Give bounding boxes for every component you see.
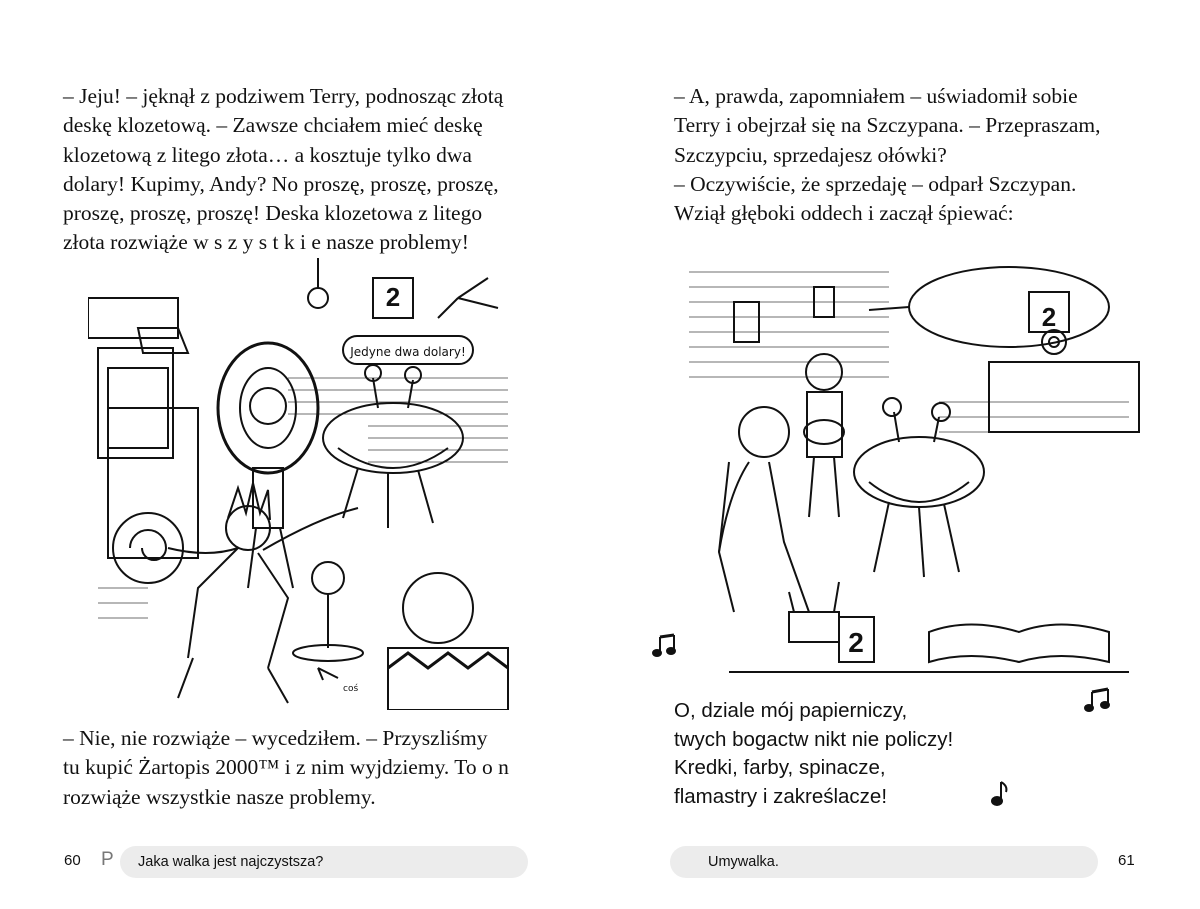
right-page <box>600 0 1200 909</box>
illustration-price-tag: 2 <box>385 282 401 312</box>
illustration-caption: coś <box>343 684 359 694</box>
left-paragraph-bottom: – Nie, nie rozwiąże – wycedziłem. – Przyszliśmy tu kupić Żartopis 2000™ i z nim wyjdziemy. To o n rozwiąże wszystkie nasze problemy. <box>63 726 509 809</box>
footer-riddle-bar <box>120 846 528 878</box>
illustration-singing-crab <box>689 232 1144 674</box>
song-lyrics: O, dziale mój papierniczy, twych bogactw nikt nie policzy! Kredki, farby, spinacze, flamastry i zakreślacze! <box>674 699 954 808</box>
page-number-left: 60 <box>64 852 81 869</box>
illustration-sign-text: Jedyne dwa dolary! <box>350 345 466 359</box>
music-note-icon <box>652 633 680 659</box>
illustration-sharpener-number: 2 <box>1041 302 1057 332</box>
illustration-shop-toilet-seat <box>88 258 520 710</box>
p-icon: P <box>101 849 114 870</box>
footer-answer-text: Umywalka. <box>708 854 779 870</box>
left-paragraph-top: – Jeju! – jęknął z podziwem Terry, podnosząc złotą deskę klozetową. – Zawsze chciałem mieć deskę klozetową z litego złota… a kosztuje tylko dwa dolary! Kupimy, Andy? No proszę, proszę, proszę, proszę, proszę, proszę! Deska klozetowa z litego złota rozwiąże w s z y s t k i e nasze problemy! <box>63 84 504 255</box>
music-note-icon <box>988 780 1010 808</box>
illustration-price-card: 2 <box>848 627 864 658</box>
right-paragraph-top: – A, prawda, zapomniałem – uświadomił sobie Terry i obejrzał się na Szczypana. – Przepraszam, Szczypciu, sprzedajesz ołówki? – Oczywiście, że sprzedaję – odparł Szczypan. Wziął głęboki oddech i zaczął śpiewać: <box>674 84 1101 226</box>
page-number-right: 61 <box>1118 852 1135 869</box>
music-note-icon <box>1082 686 1114 714</box>
footer-riddle-text: Jaka walka jest najczystsza? <box>138 854 324 870</box>
footer-answer-bar <box>670 846 1098 878</box>
